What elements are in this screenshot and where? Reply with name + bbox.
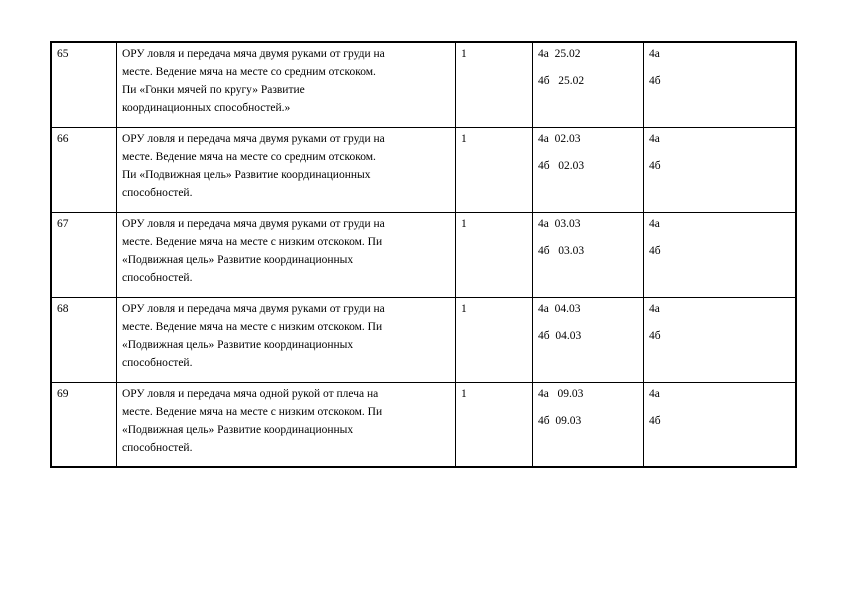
lesson-number-cell: 66 (51, 127, 117, 212)
topic-line: способностей. (122, 356, 193, 369)
lesson-number-cell: 68 (51, 297, 117, 382)
lesson-number-cell: 67 (51, 212, 117, 297)
classes-cell (644, 42, 797, 127)
topic-line: месте. Ведение мяча на месте со средним отскоком. (122, 66, 376, 78)
class-entry: 4а (649, 217, 660, 230)
hours-cell: 1 (456, 382, 533, 467)
topic-line: ОРУ ловля и передача мяча двумя руками от груди на (122, 132, 385, 145)
table-row (51, 42, 796, 127)
date-entry: 4а 02.03 (538, 132, 581, 145)
topic-line: ОРУ ловля и передача мяча двумя руками от груди на (122, 217, 385, 230)
topic-line: координационных способностей.» (122, 102, 291, 114)
table-row (51, 127, 796, 212)
class-entry: 4б (649, 159, 661, 172)
topic-line: ОРУ ловля и передача мяча одной рукой от плеча на (122, 387, 379, 400)
date-entry: 4а 09.03 (538, 387, 584, 400)
class-entry: 4а (649, 302, 660, 315)
topic-line: способностей. (122, 271, 193, 284)
classes-cell (644, 382, 797, 467)
lesson-topic-cell (117, 212, 456, 297)
hours-cell: 1 (456, 212, 533, 297)
topic-line: месте. Ведение мяча на месте с низким отскоком. Пи (122, 320, 383, 333)
lesson-topic-cell (117, 42, 456, 127)
topic-line: «Подвижная цель» Развитие координационных (122, 338, 354, 351)
table-row (51, 382, 796, 467)
topic-line: ОРУ ловля и передача мяча двумя руками от груди на (122, 48, 385, 60)
lesson-topic-cell (117, 382, 456, 467)
topic-line: месте. Ведение мяча на месте с низким отскоком. Пи (122, 405, 383, 418)
topic-line: «Подвижная цель» Развитие координационных (122, 423, 354, 436)
class-entry: 4б (649, 244, 661, 257)
dates-cell (533, 382, 644, 467)
topic-line: способностей. (122, 441, 193, 454)
hours-cell: 1 (456, 42, 533, 127)
date-entry: 4б 09.03 (538, 414, 582, 427)
table-row (51, 212, 796, 297)
classes-cell (644, 127, 797, 212)
date-entry: 4б 02.03 (538, 159, 585, 172)
class-entry: 4а (649, 132, 660, 145)
class-entry: 4б (649, 329, 661, 342)
classes-cell (644, 297, 797, 382)
date-entry: 4а 25.02 (538, 48, 581, 60)
date-entry: 4а 04.03 (538, 302, 581, 315)
table-row (51, 297, 796, 382)
lesson-topic-cell (117, 297, 456, 382)
lesson-plan-body (51, 42, 796, 467)
classes-cell (644, 212, 797, 297)
topic-line: «Подвижная цель» Развитие координационных (122, 253, 354, 266)
topic-line: ОРУ ловля и передача мяча двумя руками от груди на (122, 302, 385, 315)
dates-cell (533, 297, 644, 382)
class-entry: 4б (649, 75, 661, 87)
hours-cell: 1 (456, 297, 533, 382)
dates-cell (533, 42, 644, 127)
class-entry: 4а (649, 48, 660, 60)
class-entry: 4а (649, 387, 660, 400)
dates-cell (533, 212, 644, 297)
class-entry: 4б (649, 414, 661, 427)
date-entry: 4б 03.03 (538, 244, 585, 257)
date-entry: 4а 03.03 (538, 217, 581, 230)
dates-cell (533, 127, 644, 212)
topic-line: Пи «Гонки мячей по кругу» Развитие (122, 84, 305, 96)
topic-line: способностей. (122, 186, 193, 199)
lesson-plan-table (50, 41, 797, 468)
lesson-number-cell: 65 (51, 42, 117, 127)
topic-line: месте. Ведение мяча на месте с низким отскоком. Пи (122, 235, 383, 248)
lesson-number-cell: 69 (51, 382, 117, 467)
date-entry: 4б 04.03 (538, 329, 582, 342)
topic-line: Пи «Подвижная цель» Развитие координационных (122, 168, 371, 181)
lesson-topic-cell (117, 127, 456, 212)
date-entry: 4б 25.02 (538, 75, 585, 87)
topic-line: месте. Ведение мяча на месте со средним отскоком. (122, 150, 376, 163)
hours-cell: 1 (456, 127, 533, 212)
